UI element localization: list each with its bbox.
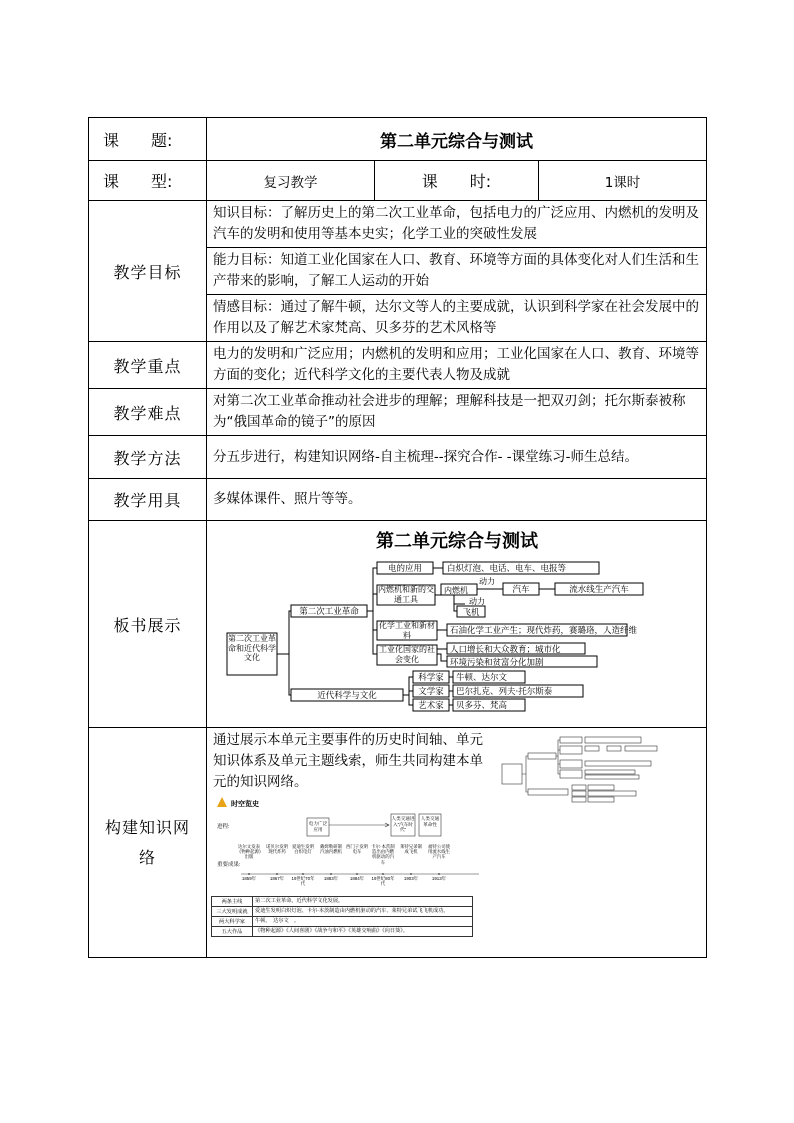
timeline-tick <box>438 873 440 875</box>
engine-small-text: 内燃机 <box>444 585 468 595</box>
electric-text: 电的应用 <box>387 563 423 574</box>
artist-text: 艺术家 <box>418 700 444 711</box>
network-label: 构建知识网络 <box>89 728 207 958</box>
writer-items-text: 巴尔扎克、列夫·托尔斯泰 <box>456 686 553 697</box>
timeline-summary-table <box>211 896 473 937</box>
scientist-text: 科学家 <box>418 672 444 683</box>
difficulties-value: 对第二次工业革命推动社会进步的理解；理解科技是一把双刃剑；托尔斯泰被称为“俄国革命的镜子”的原因 <box>207 389 707 436</box>
summary-key: 两条主线 <box>212 897 253 907</box>
timeline-header: 时空览史 <box>231 801 259 808</box>
summary-key: 三大发明成就 <box>212 907 253 917</box>
engine-text: 内燃机和新的交通工具 <box>378 584 434 603</box>
type-label: 课 型: <box>89 161 207 201</box>
summary-key: 五大作品 <box>212 927 253 937</box>
timeline-year: 1884年 <box>349 876 365 881</box>
objective-ability: 能力目标：知道工业化国家在人口、教育、环境等方面的具体变化对人们生活和生产带来的影响，了解工人运动的开始 <box>207 248 707 295</box>
chem-text: 化学工业和新材料 <box>379 620 435 639</box>
branch1-text: 第二次工业革命 <box>299 606 359 617</box>
timeline-year: 1903年 <box>403 876 419 881</box>
objectives-label: 教学目标 <box>89 201 207 342</box>
timeline-event: 福特公司使用流水线生产汽车 <box>428 844 450 860</box>
summary-value: 爱迪生发明白炽灯泡、卡尔·本茨制造由内燃机驱动的汽车、莱特兄弟试飞飞机成功。 <box>253 907 473 917</box>
objective-knowledge: 知识目标：了解历史上的第二次工业革命，包括电力的广泛应用、内燃机的发明及汽车的发明和使用等基本史实；化学工业的突破性发展 <box>207 201 707 248</box>
board-diagram-cell <box>207 521 707 728</box>
timeline-tick <box>330 873 332 875</box>
difficulties-label: 教学难点 <box>89 389 207 436</box>
summary-value: 牛顿、 达尔文 。 <box>253 917 473 927</box>
summary-value: 第二次工业革命。近代科学文化发展。 <box>253 897 473 907</box>
lesson-plan-table <box>88 117 707 958</box>
objective-emotion: 情感目标：通过了解牛顿，达尔文等人的主要成就，认识到科学家在社会发展中的作用以及了解艺术家梵高、贝多芬的艺术风格等 <box>207 295 707 342</box>
branch2-text: 近代科学与文化 <box>317 690 377 701</box>
electric-items-text: 白炽灯泡、电话、电车、电报等 <box>447 563 567 574</box>
power2-text: 动力 <box>469 596 485 606</box>
network-cell <box>207 728 707 958</box>
plane-text: 飞机 <box>462 607 480 618</box>
timeline-tick <box>248 873 250 875</box>
board-diagram <box>207 522 707 727</box>
timeline-year: 19世纪80年代 <box>371 876 395 887</box>
timeline-tick <box>302 873 304 875</box>
timeline-event: 卡尔·本茨制造出由内燃机驱动的汽车 <box>371 844 395 865</box>
root-text: 第二次工业革命和近代科学文化 <box>228 633 276 662</box>
summary-key: 两大科学家 <box>212 917 253 927</box>
network-text: 通过展示本单元主要事件的历史时间轴、单元知识体系及单元主题线索，师生共同构建本单元的知识网络。 <box>213 732 483 790</box>
process-label: 进程: <box>217 824 230 830</box>
summary-row <box>212 917 473 927</box>
hours-label: 课 时: <box>375 161 539 201</box>
society-item2-text: 环境污染和贫富分化加剧 <box>450 657 544 668</box>
type-value: 复习教学 <box>207 161 375 201</box>
method-label: 教学方法 <box>89 436 207 479</box>
assembly-text: 流水线生产汽车 <box>569 584 629 595</box>
power1-text: 动力 <box>479 576 495 586</box>
key-points-value: 电力的发明和广泛应用；内燃机的发明和应用；工业化国家在人口、教育、环境等方面的变化；近代科学文化的主要代表人物及成就 <box>207 342 707 389</box>
timeline-year: 19世纪70年代 <box>291 876 315 887</box>
timeline-event: 诺贝尔发明现代炸药 <box>266 844 288 855</box>
tools-label: 教学用具 <box>89 479 207 521</box>
timeline-year: 1859年 <box>241 876 257 881</box>
timeline-box3: 人类交通革命性 <box>420 816 440 827</box>
pyramid-icon <box>217 797 227 807</box>
board-label: 板书展示 <box>89 521 207 728</box>
summary-row <box>212 927 473 937</box>
summary-row <box>212 907 473 917</box>
society-text: 工业化国家的社会变化 <box>379 644 435 663</box>
timeline-event: 戴姆勒研制汽油内燃机 <box>320 844 342 855</box>
timeline-tick <box>410 873 412 875</box>
timeline-box2: 人类交通进入“汽车时代” <box>391 816 415 832</box>
artist-items-text: 贝多芬、梵高 <box>456 700 508 711</box>
key-points-label: 教学重点 <box>89 342 207 389</box>
timeline-event: 莱特兄弟制成飞机 <box>400 844 422 855</box>
timeline-year: 1867年 <box>269 876 285 881</box>
tools-value: 多媒体课件、照片等等。 <box>207 479 707 521</box>
timeline-box1: 电力广泛应用 <box>308 821 328 832</box>
timeline-year: 1913年 <box>431 876 447 881</box>
chem-items-text: 石油化学工业产生；现代炸药，赛璐珞，人造纤维 <box>450 625 638 636</box>
topic-value: 第二单元综合与测试 <box>207 118 707 161</box>
mini-diagram <box>497 734 677 804</box>
car-text: 汽车 <box>512 584 530 595</box>
topic-label: 课 题: <box>89 118 207 161</box>
scientist-items-text: 牛顿、达尔文 <box>456 672 508 683</box>
summary-row <box>212 897 473 907</box>
timeline-tick <box>356 873 358 875</box>
timeline-tick <box>276 873 278 875</box>
method-value: 分五步进行，构建知识网络-自主梳理--探究合作- -课堂练习-师生总结。 <box>207 436 707 479</box>
society-item1-text: 人口增长和大众教育；城市化 <box>450 644 561 655</box>
timeline-event: 达尔文发表《物种起源》出版 <box>236 844 262 860</box>
summary-value: 《物种起源》《人间喜剧》《战争与和平》《英雄交响曲》《向日葵》。 <box>253 927 473 937</box>
timeline-event: 爱迪生发明白炽电灯 <box>292 844 314 855</box>
timeline-year: 1883年 <box>323 876 339 881</box>
timeline-event: 西门子发明电车 <box>346 844 368 855</box>
timeline-tick <box>382 873 384 875</box>
events-label: 重要成果: <box>217 862 241 868</box>
board-title: 第二单元综合与测试 <box>376 530 538 551</box>
writer-text: 文学家 <box>418 686 444 697</box>
hours-value: 1课时 <box>539 161 707 201</box>
timeline-panel <box>211 794 487 958</box>
